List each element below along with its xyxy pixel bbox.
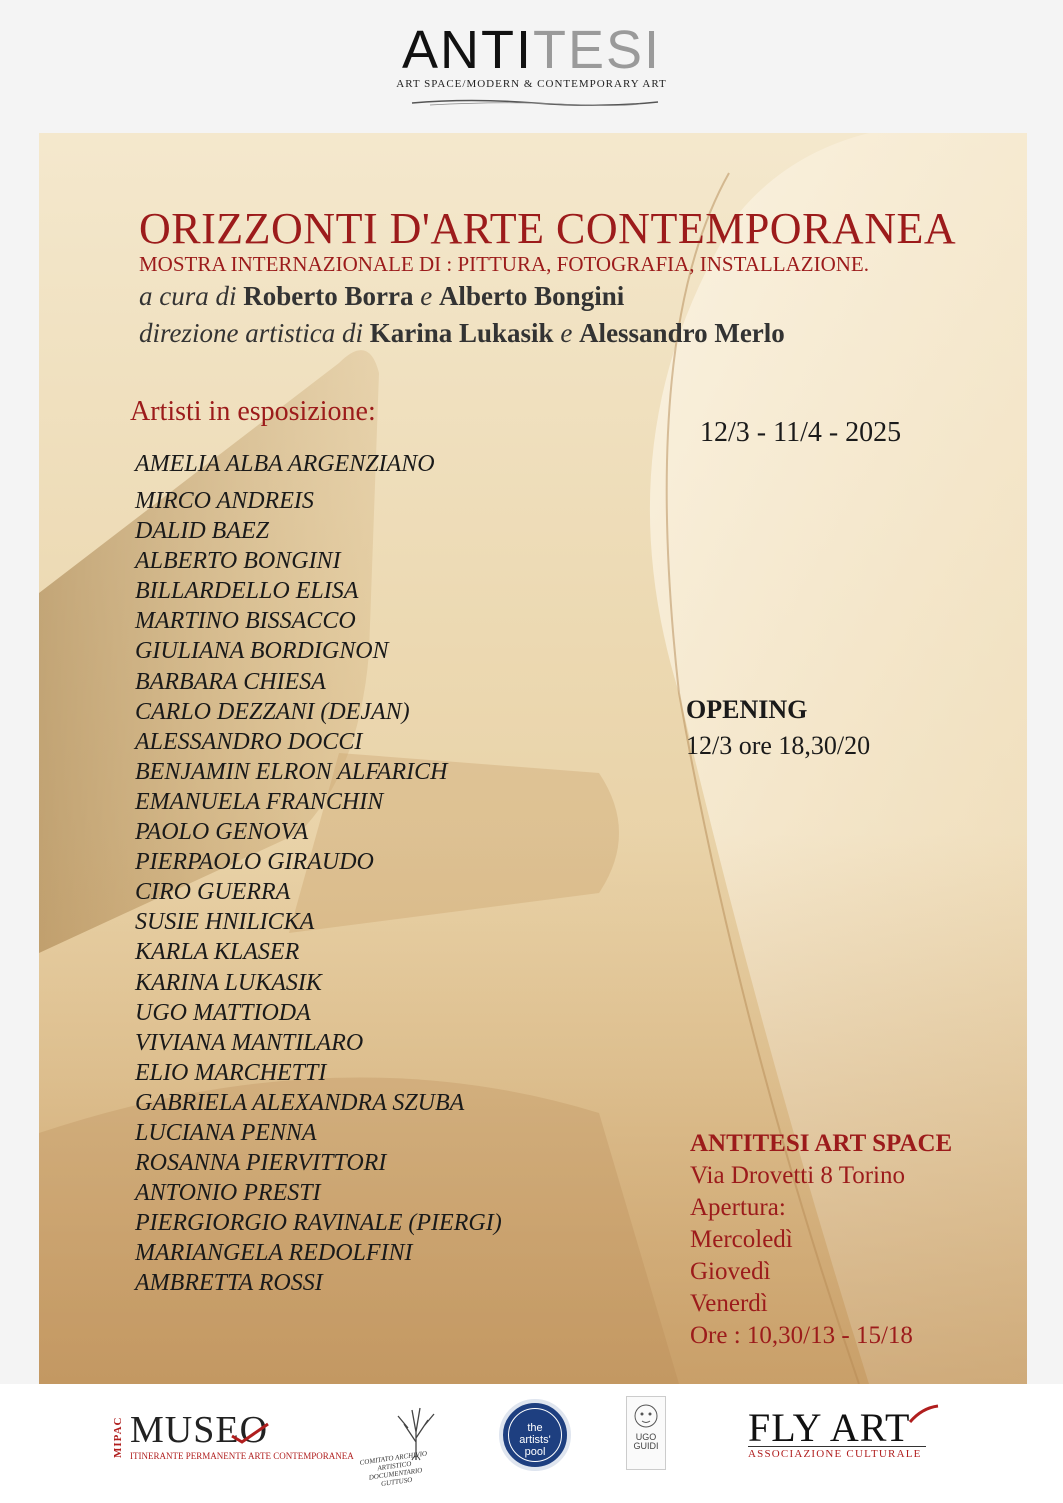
opening-hours: Ore : 10,30/13 - 15/18 bbox=[690, 1322, 913, 1349]
animal-face-icon bbox=[627, 1399, 665, 1433]
curators-line bbox=[139, 281, 624, 312]
museum-text-line: UGO bbox=[635, 1432, 657, 1442]
artists-heading: Artisti in esposizione: bbox=[130, 396, 376, 427]
artist-name: ROSANNA PIERVITTORI bbox=[135, 1150, 387, 1177]
poster-panel bbox=[39, 133, 1027, 1384]
sponsors-footer bbox=[0, 1384, 1063, 1503]
artist-name: CARLO DEZZANI (DEJAN) bbox=[135, 698, 410, 725]
artist-name: MIRCO ANDREIS bbox=[135, 488, 314, 514]
museum-text bbox=[627, 1433, 665, 1451]
curator-name: Roberto Borra bbox=[243, 281, 414, 311]
comitato-archivio-logo bbox=[356, 1402, 446, 1489]
venue-block bbox=[690, 1128, 952, 1352]
artist-name: MARTINO BISSACCO bbox=[135, 608, 356, 635]
artist-name: MARIANGELA REDOLFINI bbox=[135, 1240, 413, 1267]
pool-text bbox=[503, 1422, 567, 1458]
logo-word-light: TESI bbox=[532, 20, 662, 80]
fly-art-assoc: ASSOCIAZIONE CULTURALE bbox=[748, 1446, 926, 1460]
venue-name: ANTITESI ART SPACE bbox=[690, 1130, 953, 1157]
logo-word-dark: ANTI bbox=[401, 20, 533, 80]
artist-name: ALBERTO BONGINI bbox=[135, 548, 341, 575]
directors-line bbox=[139, 318, 785, 349]
exhibition-dates: 12/3 - 11/4 - 2025 bbox=[700, 417, 902, 448]
artist-name: DALID BAEZ bbox=[135, 518, 269, 545]
artist-name: BARBARA CHIESA bbox=[135, 668, 326, 695]
artist-name: BILLARDELLO ELISA bbox=[135, 578, 359, 605]
opening-day: Venerdì bbox=[690, 1290, 768, 1317]
museo-ugo-guidi-logo bbox=[626, 1396, 666, 1470]
artist-name: PAOLO GENOVA bbox=[135, 819, 309, 846]
pool-text-line: artists' bbox=[519, 1434, 551, 1446]
opening-day: Giovedì bbox=[690, 1258, 771, 1285]
artist-name: ELIO MARCHETTI bbox=[135, 1059, 327, 1086]
artist-name: KARINA LUKASIK bbox=[135, 969, 322, 996]
opening-day: Mercoledì bbox=[690, 1226, 793, 1253]
artist-name: PIERPAOLO GIRAUDO bbox=[135, 849, 374, 876]
artist-name: EMANUELA FRANCHIN bbox=[135, 788, 384, 815]
curated-join: e bbox=[420, 281, 433, 311]
museum-text-line: GUIDI bbox=[633, 1441, 659, 1451]
venue-address: Via Drovetti 8 Torino bbox=[690, 1162, 906, 1189]
logo-tagline: ART SPACE/MODERN & CONTEMPORARY ART bbox=[396, 78, 667, 90]
fly-art-name: FLY ART bbox=[748, 1405, 911, 1450]
mipac-museo-logo bbox=[112, 1408, 354, 1468]
curator-name: Alberto Bongini bbox=[438, 281, 625, 311]
artist-name: LUCIANA PENNA bbox=[135, 1119, 317, 1146]
brush-stroke-icon bbox=[410, 96, 660, 110]
mipac-vertical-text: MIPAC bbox=[112, 1416, 124, 1458]
artist-name: ANTONIO PRESTI bbox=[135, 1180, 321, 1207]
direction-join: e bbox=[560, 318, 573, 348]
artists-pool-logo bbox=[499, 1399, 571, 1471]
artist-name: AMELIA ALBA ARGENZIANO bbox=[135, 451, 435, 477]
direction-prefix: direzione artistica di bbox=[139, 318, 363, 348]
director-name: Alessandro Merlo bbox=[579, 318, 785, 348]
swoosh-icon bbox=[908, 1404, 940, 1424]
exhibition-subtitle: MOSTRA INTERNAZIONALE DI : PITTURA, FOTOGRAFIA, INSTALLAZIONE. bbox=[139, 252, 869, 276]
artist-name: AMBRETTA ROSSI bbox=[135, 1270, 323, 1297]
mipac-museo-name: MUSEO bbox=[130, 1409, 269, 1451]
curated-prefix: a cura di bbox=[139, 281, 237, 311]
artist-name: SUSIE HNILICKA bbox=[135, 909, 315, 936]
artist-name: UGO MATTIODA bbox=[135, 999, 311, 1026]
logo-wordmark bbox=[0, 22, 1063, 78]
artist-name: GIULIANA BORDIGNON bbox=[135, 638, 389, 665]
artist-list bbox=[135, 449, 502, 1299]
opening-hours-label: Apertura: bbox=[690, 1194, 786, 1221]
pool-text-line: the bbox=[527, 1422, 543, 1434]
opening-label: OPENING bbox=[686, 695, 808, 724]
artist-name: ALESSANDRO DOCCI bbox=[135, 728, 363, 755]
artist-name: BENJAMIN ELRON ALFARICH bbox=[135, 758, 448, 785]
artist-name: VIVIANA MANTILARO bbox=[135, 1029, 364, 1056]
artist-name: GABRIELA ALEXANDRA SZUBA bbox=[135, 1089, 465, 1116]
director-name: Karina Lukasik bbox=[369, 318, 554, 348]
antitesi-logo bbox=[0, 22, 1063, 90]
check-mark-icon bbox=[230, 1422, 270, 1444]
comitato-text: COMITATO ARCHIVIO ARTISTICO DOCUMENTARIO GUTTUSO bbox=[359, 1449, 428, 1489]
pool-text-line: pool bbox=[524, 1446, 546, 1458]
fly-art-logo bbox=[748, 1405, 938, 1468]
opening-time: 12/3 ore 18,30/20 bbox=[686, 731, 871, 760]
artist-name: PIERGIORGIO RAVINALE (PIERGI) bbox=[135, 1210, 502, 1237]
artist-name: CIRO GUERRA bbox=[135, 879, 291, 906]
exhibition-title: ORIZZONTI D'ARTE CONTEMPORANEA bbox=[139, 204, 957, 253]
mipac-tagline: ITINERANTE PERMANENTE ARTE CONTEMPORANEA bbox=[130, 1451, 354, 1461]
artist-name: KARLA KLASER bbox=[135, 939, 300, 966]
